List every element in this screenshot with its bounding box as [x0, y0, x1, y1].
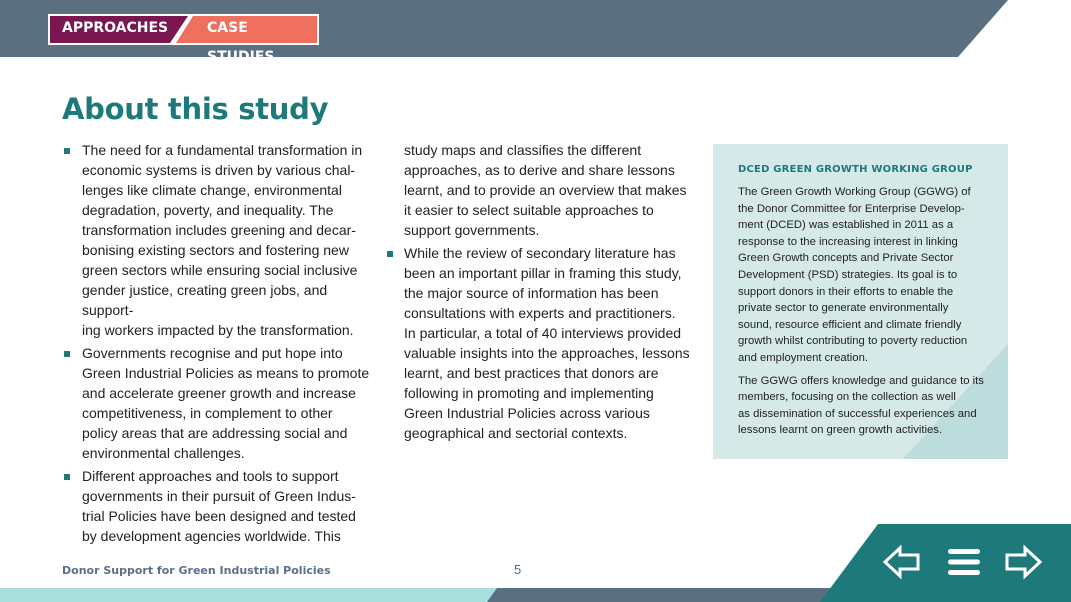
bullet-square-icon — [387, 251, 393, 257]
bullet-line: While the review of secondary literature has — [404, 245, 676, 261]
text-line: growth whilst contributing to poverty reduction — [738, 335, 968, 348]
text-line: lessons learnt on green growth activities. — [738, 424, 943, 437]
text-line: ment (DCED) was established in 2011 as a — [738, 219, 954, 232]
bullet-line: geographical and sectorial contexts. — [404, 425, 628, 441]
bullet-line: lenges like climate change, environmental — [82, 182, 342, 198]
bullet-line: the major source of information has been — [404, 285, 659, 301]
bullet-line: bonising existing sectors and fostering new — [82, 242, 349, 258]
text-line: Green Growth concepts and Private Sector — [738, 252, 954, 265]
text-line: it easier to select suitable approaches to — [404, 202, 654, 218]
bullet-line: environmental challenges. — [82, 445, 245, 461]
info-box-paragraph — [738, 373, 993, 439]
bullet-line: following in promoting and implementing — [404, 385, 654, 401]
bullet-line: learnt, and best practices that donors are — [404, 365, 659, 381]
bullet-line: policy areas that are addressing social and — [82, 425, 348, 441]
text-line: response to the increasing interest in linking — [738, 235, 958, 248]
bullet-line: ing workers impacted by the transformation. — [82, 322, 354, 338]
bullet-line: Green Industrial Policies across various — [404, 405, 650, 421]
text-line: members, focusing on the collection as well — [738, 391, 956, 404]
arrow-left-icon — [882, 544, 922, 580]
text-column-2 — [386, 140, 692, 446]
text-line: the Donor Committee for Enterprise Develop- — [738, 202, 965, 215]
bullet-line: In particular, a total of 40 interviews provided — [404, 325, 682, 341]
bullet-line: Green Industrial Policies as means to promote — [82, 365, 370, 381]
info-box-title: DCED GREEN GROWTH WORKING GROUP — [738, 164, 973, 175]
bullet-line: degradation, poverty, and inequality. The — [82, 202, 334, 218]
bullet-item — [62, 140, 372, 340]
bullet-line: valuable insights into the approaches, lessons — [404, 345, 690, 361]
bullet-line: and accelerate greener growth and increase — [82, 385, 356, 401]
tab-approaches-label: APPROACHES — [62, 20, 169, 36]
bullet-line: Governments recognise and put hope into — [82, 345, 343, 361]
footer-title: Donor Support for Green Industrial Policies — [62, 564, 331, 577]
text-line: sound, resource efficient and climate friendly — [738, 318, 962, 331]
text-line: study maps and classifies the different — [404, 142, 642, 158]
bullet-line: economic systems is driven by various chal- — [82, 162, 356, 178]
previous-page-button[interactable] — [882, 544, 922, 580]
bullet-line: Different approaches and tools to support — [82, 468, 339, 484]
bullet-line: governments in their pursuit of Green Indus- — [82, 488, 356, 504]
info-box-paragraph — [738, 184, 993, 367]
bullet-line: trial Policies have been designed and tested — [82, 508, 356, 524]
page-title: About this study — [62, 92, 329, 126]
menu-icon — [944, 544, 984, 580]
bullet-item — [62, 343, 372, 463]
bullet-line: green sectors while ensuring social inclusive — [82, 262, 358, 278]
text-line: Development (PSD) strategies. Its goal is to — [738, 268, 958, 281]
bullet-line: consultations with experts and practitioners. — [404, 305, 676, 321]
page-number: 5 — [514, 562, 522, 577]
navigation-panel — [820, 524, 1071, 602]
next-page-button[interactable] — [1003, 544, 1043, 580]
bullet-line: gender justice, creating green jobs, and support- — [82, 282, 328, 318]
menu-button[interactable] — [944, 544, 984, 580]
bullet-square-icon — [64, 474, 70, 480]
text-line: support donors in their efforts to enable the — [738, 285, 954, 298]
tab-case-studies[interactable] — [172, 14, 320, 65]
text-line: private sector to generate environmentally — [738, 302, 949, 315]
text-line: approaches, as to derive and share lessons — [404, 162, 675, 178]
text-column-1 — [62, 140, 372, 549]
text-line: learnt, and to provide an overview that makes — [404, 182, 687, 198]
arrow-right-icon — [1003, 544, 1043, 580]
text-line: and employment creation. — [738, 351, 868, 364]
bullet-line: The need for a fundamental transformation in — [82, 142, 363, 158]
tab-case-studies-label: CASE STUDIES — [207, 20, 275, 65]
bullet-item — [62, 466, 372, 546]
continued-paragraph — [386, 140, 692, 240]
bullet-line: been an important pillar in framing this study, — [404, 265, 682, 281]
tab-approaches[interactable] — [48, 14, 174, 45]
bullet-square-icon — [64, 351, 70, 357]
text-line: as dissemination of successful experiences and — [738, 407, 977, 420]
info-box-ggwg — [713, 144, 1008, 459]
text-line: support governments. — [404, 222, 540, 238]
bullet-square-icon — [64, 148, 70, 154]
bullet-line: competitiveness, in complement to other — [82, 405, 333, 421]
bullet-item — [386, 243, 692, 443]
text-line: The Green Growth Working Group (GGWG) of — [738, 186, 971, 198]
bullet-line: transformation includes greening and decar- — [82, 222, 356, 238]
bullet-line: by development agencies worldwide. This — [82, 528, 341, 544]
text-line: The GGWG offers knowledge and guidance to its — [738, 374, 984, 387]
